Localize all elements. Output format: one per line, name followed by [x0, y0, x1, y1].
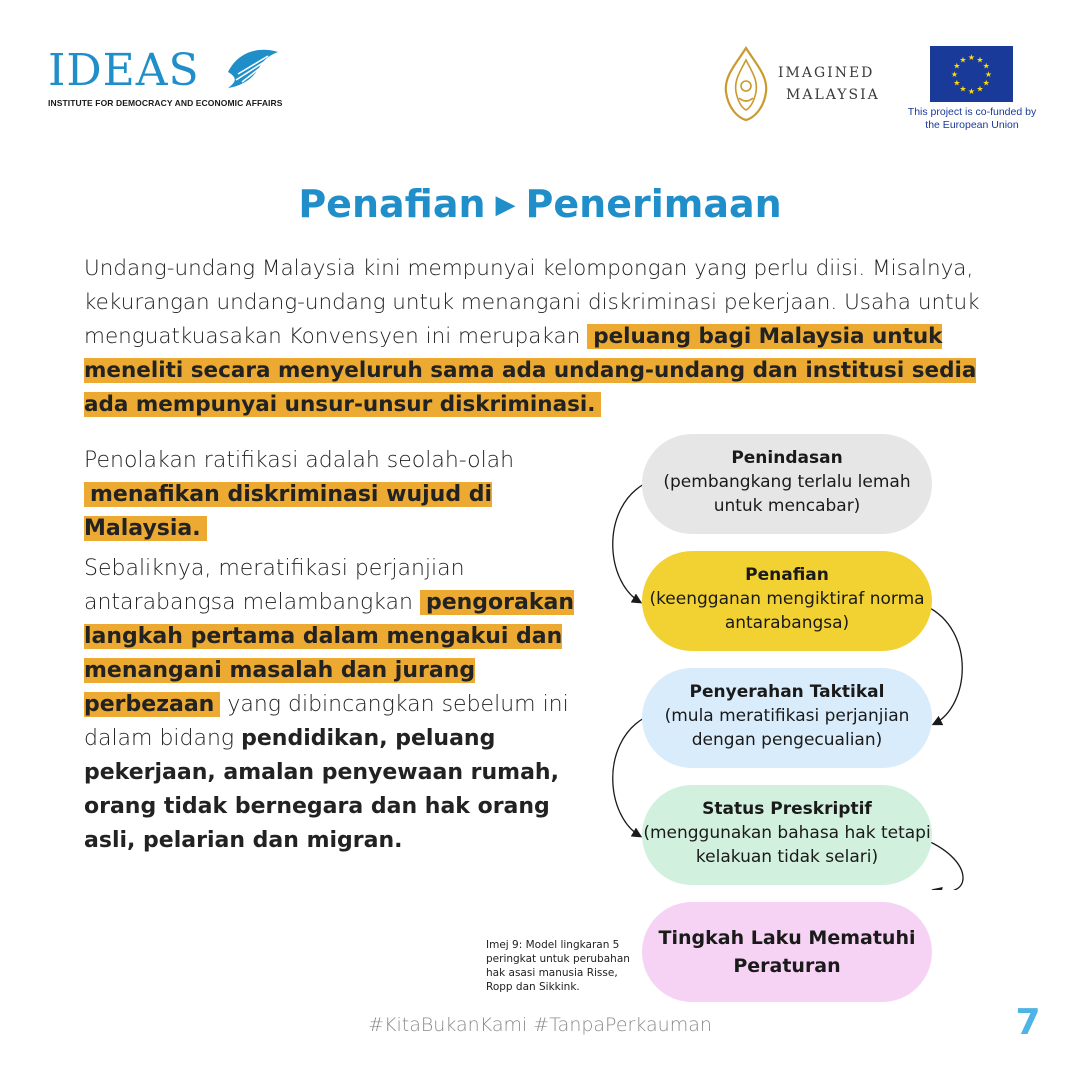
page-number: 7: [1015, 1002, 1041, 1043]
eu-star-icon: ★: [967, 87, 976, 96]
title-right: Penerimaan: [525, 182, 782, 226]
intro-paragraph: [84, 252, 1024, 422]
stage-title: Tingkah Laku Mematuhi Peraturan: [658, 927, 916, 977]
eu-star-icon: ★: [959, 84, 967, 94]
triangle-right-icon: ▶: [495, 190, 516, 220]
eu-star-icon: ★: [982, 61, 990, 71]
eu-funding-logo: [900, 46, 1050, 136]
imagined-line2: MALAYSIA: [786, 87, 880, 103]
stage-title: Penafian: [745, 565, 829, 585]
p2-text: Sebaliknya, meratifikasi perjanjian antarabangsa melambangkan: [84, 556, 465, 615]
intro-highlight: peluang bagi Malaysia untuk meneliti secara menyeluruh sama ada undang-undang dan institusi sedia ada mempunyai unsur-unsur diskriminasi.: [84, 324, 977, 417]
eu-caption-line2: the European Union: [925, 119, 1019, 131]
eu-flag-icon: [930, 46, 1013, 102]
eu-caption-line1: This project is co-funded by: [907, 106, 1037, 118]
stage-penindasan: [642, 434, 932, 534]
stage-desc: (menggunakan bahasa hak tetapi kelakuan tidak selari): [643, 823, 931, 867]
imagined-line1: IMAGINED: [778, 65, 875, 81]
title-left: Penafian: [298, 182, 486, 226]
stage-desc: (pembangkang terlalu lemah untuk mencabar): [663, 472, 911, 516]
figure-caption: Imej 9: Model lingkaran 5 peringkat untuk perubahan hak asasi manusia Risse, Ropp dan Sikkink.: [486, 939, 630, 993]
intro-text: Undang-undang Malaysia kini mempunyai kelompongan yang perlu diisi. Misalnya, kekurangan undang-undang untuk menangani diskriminasi pekerjaan. Usaha untuk menguatkuasakan Konvensyen ini merupakan: [84, 256, 980, 349]
eu-star-icon: ★: [950, 70, 959, 79]
p1-text: Penolakan ratifikasi adalah seolah-olah: [84, 448, 515, 473]
eu-star-icon: ★: [984, 70, 993, 79]
hashtags: #KitaBukanKami #TanpaPerkauman: [368, 1014, 712, 1036]
ideas-wordmark: IDEAS: [48, 45, 200, 96]
eu-star-icon: ★: [959, 55, 967, 65]
eu-star-icon: ★: [976, 55, 984, 65]
p2-highlight: pengorakan langkah pertama dalam mengakui dan menangani masalah dan jurang perbezaan: [84, 590, 574, 717]
stage-title: Penyerahan Taktikal: [689, 682, 885, 702]
p2-bold: pendidikan, peluang pekerjaan, amalan penyewaan rumah, orang tidak bernegara dan hak orang asli, pelarian dan migran.: [84, 726, 559, 853]
eu-star-icon: ★: [976, 84, 984, 94]
bird-icon: [224, 42, 280, 94]
paragraph-ratification: [84, 552, 574, 858]
eu-star-icon: ★: [982, 78, 990, 88]
gunungan-emblem-icon: [722, 46, 770, 122]
left-text-block: [84, 444, 574, 858]
stage-title: Penindasan: [731, 448, 843, 468]
arrow-1-to-2: [613, 484, 644, 602]
stage-desc: (mula meratifikasi perjanjian dengan pengecualian): [664, 706, 910, 750]
p1-highlight: menafikan diskriminasi wujud di Malaysia.: [84, 482, 493, 541]
eu-star-icon: ★: [953, 78, 961, 88]
stage-status-preskriptif: [642, 785, 932, 885]
stage-tingkah-laku: [642, 902, 932, 1002]
stage-penafian: [642, 551, 932, 651]
stage-penyerahan-taktikal: [642, 668, 932, 768]
ideas-subtitle: INSTITUTE FOR DEMOCRACY AND ECONOMIC AFFAIRS: [48, 98, 283, 108]
p2-text-continued: yang dibincangkan sebelum ini dalam bidang: [84, 692, 569, 751]
stage-desc: (keengganan mengiktiraf norma antarabangsa): [649, 589, 925, 633]
page-title: [0, 176, 1080, 233]
eu-star-icon: ★: [953, 61, 961, 71]
paragraph-rejection: [84, 444, 574, 546]
arrow-3-to-4: [613, 718, 644, 836]
imagined-malaysia-logo: [722, 46, 902, 122]
eu-star-icon: ★: [967, 53, 976, 62]
ideas-logo: [48, 42, 283, 114]
stage-title: Status Preskriptif: [702, 799, 872, 819]
